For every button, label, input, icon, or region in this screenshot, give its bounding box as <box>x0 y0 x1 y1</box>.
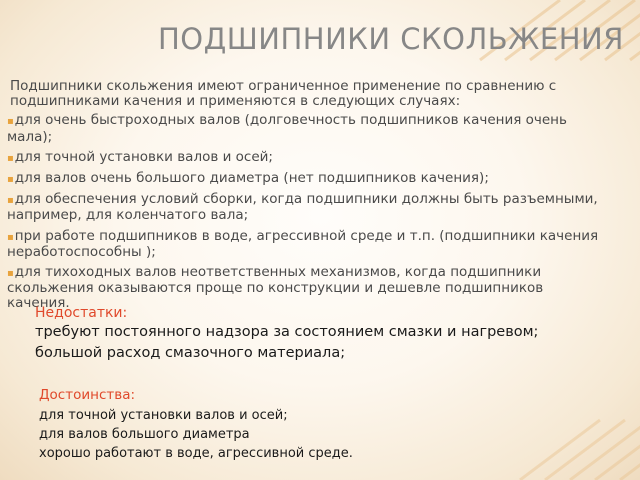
bullet-text: для тихоходных валов неответственных механизмов, когда подшипники скольжения оказываются проще по конструкции и дешевле подшипников качения. <box>7 264 544 312</box>
bullet-item <box>7 229 607 260</box>
disadvantages-heading: Недостатки: <box>35 305 128 321</box>
advantage-item: для валов большого диаметра <box>39 427 250 442</box>
bullet-marker-icon: ▪ <box>7 231 14 243</box>
bullet-item <box>7 113 607 144</box>
bullet-text: при работе подшипников в воде, агрессивной среде и т.п. (подшипники качения неработоспособны ); <box>7 227 599 260</box>
advantages-block <box>39 386 539 463</box>
bullet-marker-icon: ▪ <box>7 174 14 186</box>
bullet-marker-icon: ▪ <box>7 152 14 164</box>
disadvantage-item: большой расход смазочного материала; <box>35 345 346 361</box>
intro-paragraph: Подшипники скольжения имеют ограниченное применение по сравнению с подшипниками качения и применяются в следующих случаях: <box>10 78 557 110</box>
bullet-item <box>7 171 607 187</box>
advantage-item: хорошо работают в воде, агрессивной среде. <box>39 446 353 461</box>
bullet-marker-icon: ▪ <box>7 116 14 128</box>
slide-body <box>7 79 607 317</box>
disadvantages-block <box>35 305 615 364</box>
bullet-text: для валов очень большого диаметра (нет подшипников качения); <box>14 170 489 187</box>
bullet-item <box>7 150 607 166</box>
bullet-text: для очень быстроходных валов (долговечность подшипников качения очень мала); <box>7 112 567 145</box>
advantages-heading: Достоинства: <box>39 387 136 403</box>
disadvantage-item: требуют постоянного надзора за состоянием смазки и нагревом; <box>35 324 539 340</box>
bullet-marker-icon: ▪ <box>7 195 14 207</box>
bullet-marker-icon: ▪ <box>7 268 14 280</box>
advantage-item: для точной установки валов и осей; <box>39 408 288 423</box>
bullet-item <box>7 192 607 223</box>
bullet-text: для обеспечения условий сборки, когда подшипники должны быть разъемными, например, для коленчатого вала; <box>7 191 598 224</box>
bullet-text: для точной установки валов и осей; <box>14 148 273 165</box>
slide-title: ПОДШИПНИКИ СКОЛЬЖЕНИЯ <box>158 22 624 56</box>
